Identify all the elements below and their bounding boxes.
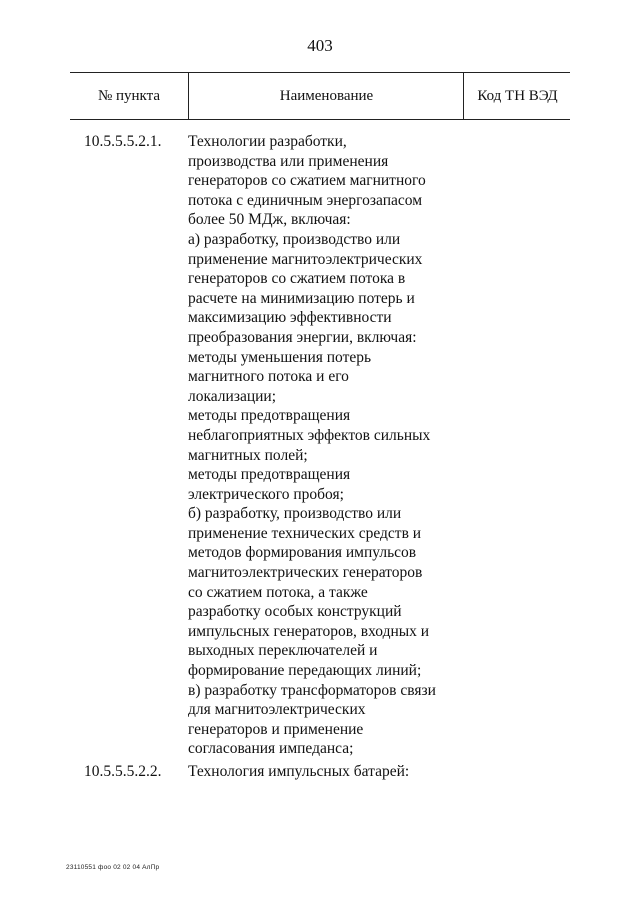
- item-text-line: со сжатием потока, а также: [188, 583, 368, 601]
- item-text-line: магнитного потока и его: [188, 368, 349, 386]
- item-text-line: в) разработку трансформаторов связи: [188, 681, 436, 699]
- item-text-line: магнитоэлектрических генераторов: [188, 564, 423, 582]
- item-text-line: потока с единичным энергозапасом: [188, 191, 423, 209]
- item-text-line: методы уменьшения потерь: [188, 348, 372, 366]
- item-text-line: преобразования энергии, включая:: [188, 328, 417, 346]
- item-text-line: методов формирования импульсов: [188, 544, 417, 562]
- item-text-line: генераторов со сжатием потока в: [188, 270, 406, 288]
- table-header: [70, 72, 570, 120]
- item-text-line: локализации;: [188, 387, 277, 405]
- item-text-line: электрического пробоя;: [188, 485, 344, 503]
- item-number: 10.5.5.5.2.2.: [84, 763, 162, 780]
- item-text-line: импульсных генераторов, входных и: [188, 622, 430, 640]
- item-text-line: методы предотвращения: [188, 466, 351, 484]
- item-text-line: расчете на минимизацию потерь и: [188, 289, 415, 307]
- page-number: 403: [307, 36, 333, 55]
- header-item-number: № пункта: [97, 88, 161, 104]
- item-text-line: генераторов со сжатием магнитного: [188, 172, 426, 190]
- item-text-line: разработку особых конструкций: [188, 603, 402, 621]
- item-text-line: выходных переключателей и: [188, 642, 378, 660]
- item-text-line: а) разработку, производство или: [188, 230, 401, 248]
- item-text-line: магнитных полей;: [188, 446, 308, 464]
- item-text-line: согласования импеданса;: [188, 740, 354, 758]
- item-name: [188, 132, 458, 759]
- document-code-footer: 23110551 фоо 02 02 04 АлПр: [66, 864, 160, 871]
- header-code: Код ТН ВЭД: [463, 73, 571, 119]
- item-text-line: для магнитоэлектрических: [188, 701, 366, 719]
- item-text-line: Технология импульсных батарей:: [188, 763, 410, 780]
- header-name: Наименование: [188, 73, 464, 119]
- item-text-line: более 50 МДж, включая:: [188, 211, 351, 229]
- item-text-line: неблагоприятных эффектов сильных: [188, 426, 431, 444]
- item-text-line: методы предотвращения: [188, 407, 351, 425]
- item-text-line: применение технических средств и: [188, 524, 422, 542]
- item-text-line: формирование передающих линий;: [188, 662, 422, 680]
- item-text-line: производства или применения: [188, 152, 389, 170]
- item-number: 10.5.5.5.2.1.: [84, 133, 162, 150]
- item-name: [188, 762, 458, 782]
- item-text-line: б) разработку, производство или: [188, 505, 402, 523]
- item-text-line: Технологии разработки,: [188, 133, 347, 150]
- item-text-line: применение магнитоэлектрических: [188, 250, 423, 268]
- item-text-line: генераторов и применение: [188, 720, 364, 738]
- item-text-line: максимизацию эффективности: [188, 309, 392, 327]
